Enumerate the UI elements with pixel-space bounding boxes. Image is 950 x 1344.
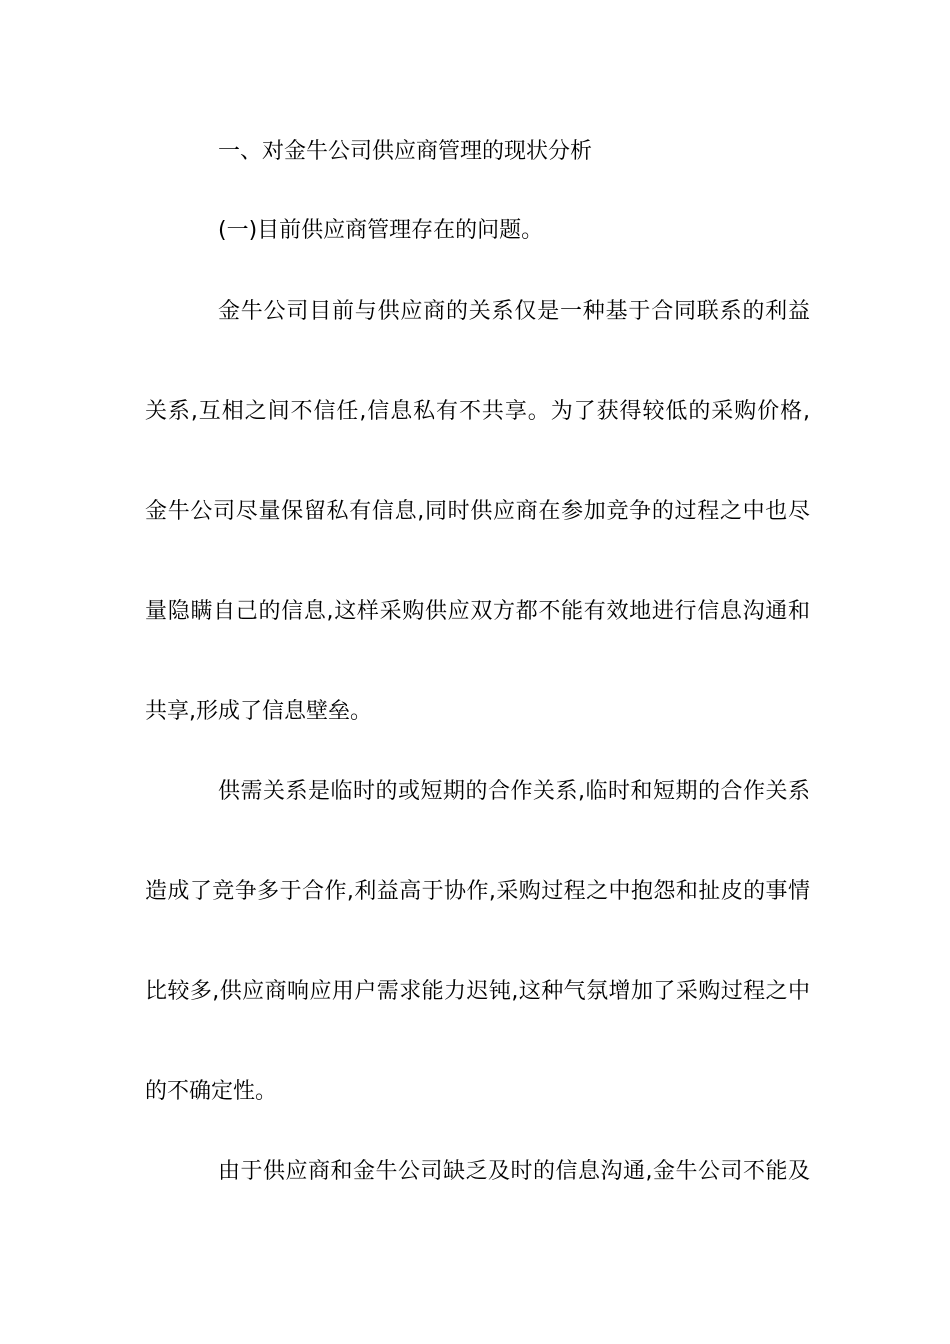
subsection-heading: (一)目前供应商管理存在的问题。 xyxy=(218,218,544,243)
paragraph-line: 比较多,供应商响应用户需求能力迟钝,这种气氛增加了采购过程之中 xyxy=(145,979,810,1004)
paragraph-line: 供需关系是临时的或短期的合作关系,临时和短期的合作关系 xyxy=(218,779,810,804)
paragraph-line: 关系,互相之间不信任,信息私有不共享。为了获得较低的采购价格, xyxy=(145,399,810,424)
paragraph-line: 由于供应商和金牛公司缺乏及时的信息沟通,金牛公司不能及 xyxy=(218,1159,810,1184)
paragraph-line: 造成了竞争多于合作,利益高于协作,采购过程之中抱怨和扯皮的事情 xyxy=(145,879,810,904)
section-heading: 一、对金牛公司供应商管理的现状分析 xyxy=(218,139,593,164)
paragraph-line: 金牛公司目前与供应商的关系仅是一种基于合同联系的利益 xyxy=(218,299,810,324)
paragraph-line: 共享,形成了信息壁垒。 xyxy=(145,699,372,724)
paragraph-line: 量隐瞒自己的信息,这样采购供应双方都不能有效地进行信息沟通和 xyxy=(145,599,810,624)
paragraph-line: 的不确定性。 xyxy=(145,1079,278,1104)
paragraph-line: 金牛公司尽量保留私有信息,同时供应商在参加竞争的过程之中也尽 xyxy=(145,499,810,524)
